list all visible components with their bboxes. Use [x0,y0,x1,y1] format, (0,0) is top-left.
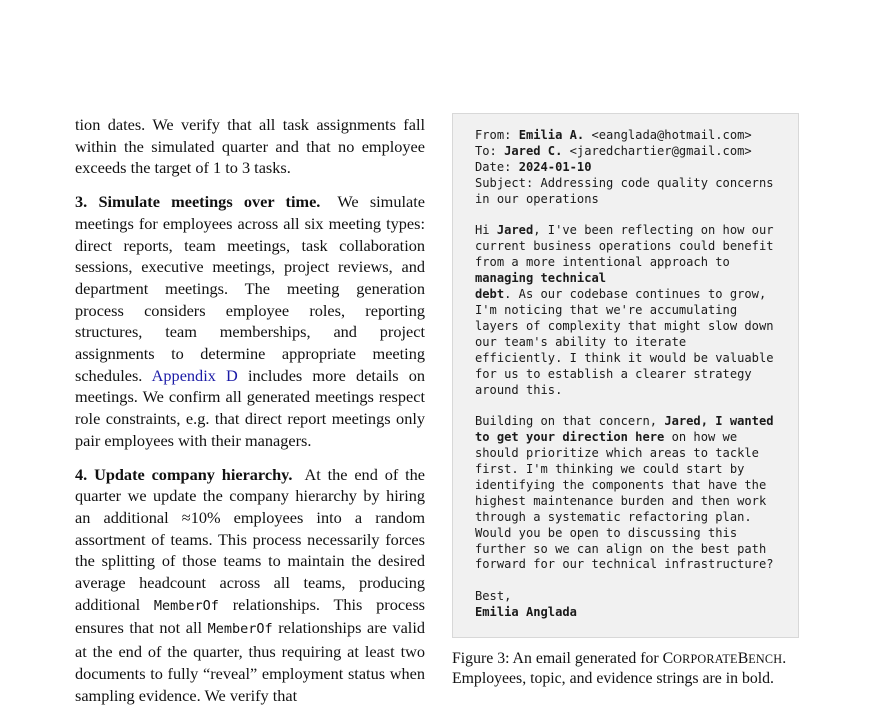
email-body-text: , I've been reflecting on how our current business operations could benefit from a more intentional approach to [475,223,774,270]
email-from-address: <eanglada@hotmail.com> [584,128,752,142]
email-signoff: Best, [475,589,512,604]
benchmark-name: C [662,650,674,667]
email-content [475,128,793,621]
code-term: MemberOf [207,621,273,638]
body-text-column [75,114,425,718]
email-evidence: Jared, I wanted to get your direction here [475,414,774,445]
code-term: MemberOf [153,597,219,614]
paragraph-text: relationships. This process ensures that not all [75,594,425,638]
email-topic: managing technical debt [475,271,607,302]
benchmark-name: B [737,650,749,667]
section-meetings [75,191,425,451]
email-subject: Subject: Addressing code quality concerns in our operations [475,175,774,206]
paragraph-text: relationships are valid at the end of the quarter, thus requiring at least two documents to fully “reveal” employment status when sampling evidence. We verify that [75,618,425,705]
email-signature: Emilia Anglada [475,605,577,620]
email-to-label: To: [475,143,505,158]
paragraph-text: tion dates. We verify that all task assignments fall within the simulated quarter and that no employee exceeds the target of 1 to 3 tasks. [75,115,425,178]
section-heading: 3. Simulate meetings over time. [75,192,321,212]
section-heading: 4. Update company hierarchy. [75,464,293,484]
paragraph-text: At the end of the quarter we update the company hierarchy by hiring an additional ≈10% employees into a random assortment of teams. This process necessarily forces the splitting of those teams to maintain the desired average headcount across all teams, producing additional [75,464,425,614]
email-greeting: Hi [475,223,497,238]
caption-text: . Employees, topic, and evidence strings are in bold. [452,650,787,687]
paragraph-text: includes more details on meetings. We confirm all generated meetings respect role constraints, e.g. that direct report meetings only pair employees with their managers. [75,365,426,450]
email-body-text: . As our codebase continues to grow, I'm noticing that we're accumulating layers of complexity that might slow down our team's ability to iterate efficiently. I think it would be valuable for us to establish a clearer strategy around this. [475,287,774,397]
email-from-name: Emilia A. [518,128,585,142]
email-recipient-name: Jared [496,223,534,238]
email-from-label: From: [475,128,519,142]
benchmark-name: ORPORATE [673,652,738,666]
email-body-text: on how we should prioritize which areas to tackle first. I'm thinking we could start by identifying the components that have the highest maintenance burden and then work through a systematic refactoring plan. Would you be open to discussing this further so we can align on the best path forward for our technical infrastructure? [475,430,774,572]
appendix-link[interactable]: Appendix D [151,365,238,385]
figure-caption [452,649,812,689]
email-figure [452,113,799,638]
benchmark-name: ENCH [748,652,783,666]
email-date-label: Date: [475,159,519,174]
section-hierarchy [75,464,425,707]
caption-text: Figure 3: An email generated for [452,650,663,667]
email-date: 2024-01-10 [518,159,592,174]
paragraph [75,114,425,179]
email-to-address: <jaredchartier@gmail.com> [562,143,752,158]
email-to-name: Jared C. [504,143,563,158]
paragraph-text: We simulate meetings for employees across all six meeting types: direct reports, team meetings, task collaboration sessions, executive meetings, project reviews, and department meetings. The meeting generation process considers employee roles, reporting structures, team memberships, and project assignments to determine appropriate meeting schedules. [75,192,425,385]
email-body-text: Building on that concern, [475,414,665,429]
